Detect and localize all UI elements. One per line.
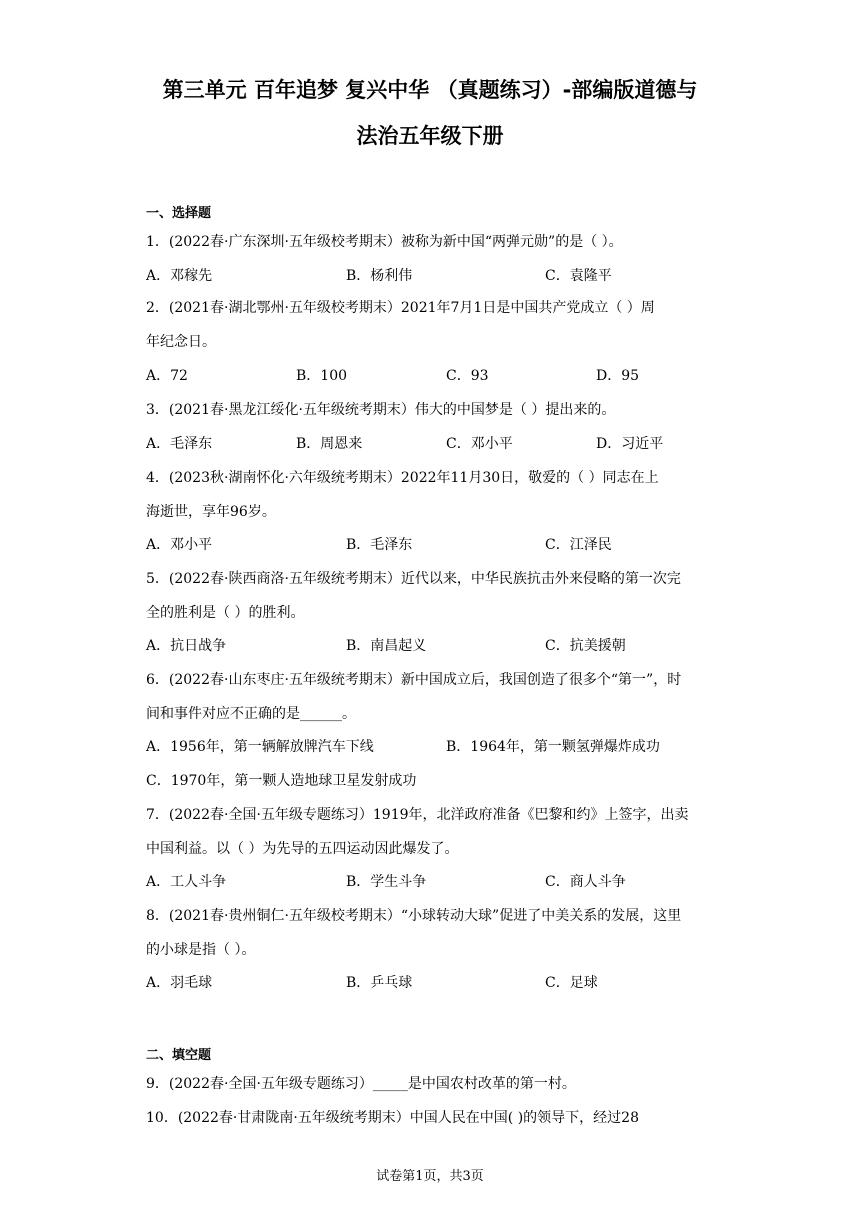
question-6-text-line1: 6．(2022春·山东枣庄·五年级统考期末）新中国成立后，我国创造了很多个“第一”，时 <box>146 672 682 688</box>
q2-option-c: C．93 <box>446 368 489 384</box>
q2-option-a: A．72 <box>146 368 188 384</box>
doc-title-line2: 法治五年级下册 <box>356 124 504 148</box>
q8-option-c: C．足球 <box>545 975 598 991</box>
question-5-text-line1: 5．(2022春·陕西商洛·五年级统考期末）近代以来，中华民族抗击外来侵略的第一次完 <box>146 571 681 587</box>
question-4-text-line2: 海逝世，享年96岁。 <box>146 504 276 520</box>
question-7-text-line2: 中国利益。以（ ）为先导的五四运动因此爆发了。 <box>146 841 459 857</box>
question-1-text: 1．(2022春·广东深圳·五年级校考期末）被称为新中国“两弹元勋”的是（ ）。 <box>146 234 623 250</box>
page-footer: 试卷第1页，共3页 <box>376 1169 484 1184</box>
q2-option-d: D．95 <box>596 368 640 384</box>
question-5-text-line2: 全的胜利是（ ）的胜利。 <box>146 605 305 621</box>
question-9-text: 9．(2022春·全国·五年级专题练习）_____是中国农村改革的第一村。 <box>146 1076 576 1092</box>
question-8-text-line2: 的小球是指（ ）。 <box>146 942 256 958</box>
q5-option-c: C．抗美援朝 <box>545 638 626 654</box>
section-heading-fill-blank: 二、填空题 <box>146 1048 212 1063</box>
question-4-text-line1: 4．(2023秋·湖南怀化·六年级统考期末）2022年11月30日，敬爱的（ ）同志在上 <box>146 470 659 486</box>
question-2-text-line2: 年纪念日。 <box>146 334 216 350</box>
q8-option-a: A．羽毛球 <box>146 975 213 991</box>
q6-option-a: A．1956年，第一辆解放牌汽车下线 <box>146 739 374 755</box>
q1-option-c: C．袁隆平 <box>545 268 612 284</box>
q6-option-b: B．1964年，第一颗氢弹爆炸成功 <box>446 739 660 755</box>
q6-option-c: C．1970年，第一颗人造地球卫星发射成功 <box>146 773 417 789</box>
q5-option-a: A．抗日战争 <box>146 638 227 654</box>
q4-option-c: C．江泽民 <box>545 537 612 553</box>
q8-option-b: B．乒乓球 <box>346 975 413 991</box>
q3-option-c: C．邓小平 <box>446 436 513 452</box>
question-2-text-line1: 2．(2021春·湖北鄂州·五年级校考期末）2021年7月1日是中国共产党成立（ ）周 <box>146 300 655 316</box>
question-8-text-line1: 8．(2021春·贵州铜仁·五年级校考期末）“小球转动大球”促进了中美关系的发展，这里 <box>146 908 682 924</box>
question-3-text: 3．(2021春·黑龙江绥化·五年级统考期末）伟大的中国梦是（ ）提出来的。 <box>146 402 616 418</box>
question-7-text-line1: 7．(2022春·全国·五年级专题练习）1919年，北洋政府准备《巴黎和约》上签字，出卖 <box>146 807 689 823</box>
q1-option-b: B．杨利伟 <box>346 268 413 284</box>
q4-option-b: B．毛泽东 <box>346 537 413 553</box>
q2-option-b: B．100 <box>296 368 348 384</box>
q3-option-b: B．周恩来 <box>296 436 363 452</box>
question-10-text-line1: 10．(2022春·甘肃陇南·五年级统考期末）中国人民在中国( )的领导下，经过28 <box>146 1110 639 1126</box>
question-6-text-line2: 间和事件对应不正确的是______。 <box>146 706 356 722</box>
section-heading-choice: 一、选择题 <box>146 206 212 221</box>
q5-option-b: B．南昌起义 <box>346 638 427 654</box>
q3-option-a: A．毛泽东 <box>146 436 213 452</box>
q7-option-c: C．商人斗争 <box>545 874 626 890</box>
doc-title-line1: 第三单元 百年追梦 复兴中华 （真题练习）-部编版道德与 <box>162 78 698 102</box>
q7-option-a: A．工人斗争 <box>146 874 227 890</box>
q4-option-a: A．邓小平 <box>146 537 213 553</box>
q3-option-d: D．习近平 <box>596 436 664 452</box>
q1-option-a: A．邓稼先 <box>146 268 213 284</box>
q7-option-b: B．学生斗争 <box>346 874 427 890</box>
